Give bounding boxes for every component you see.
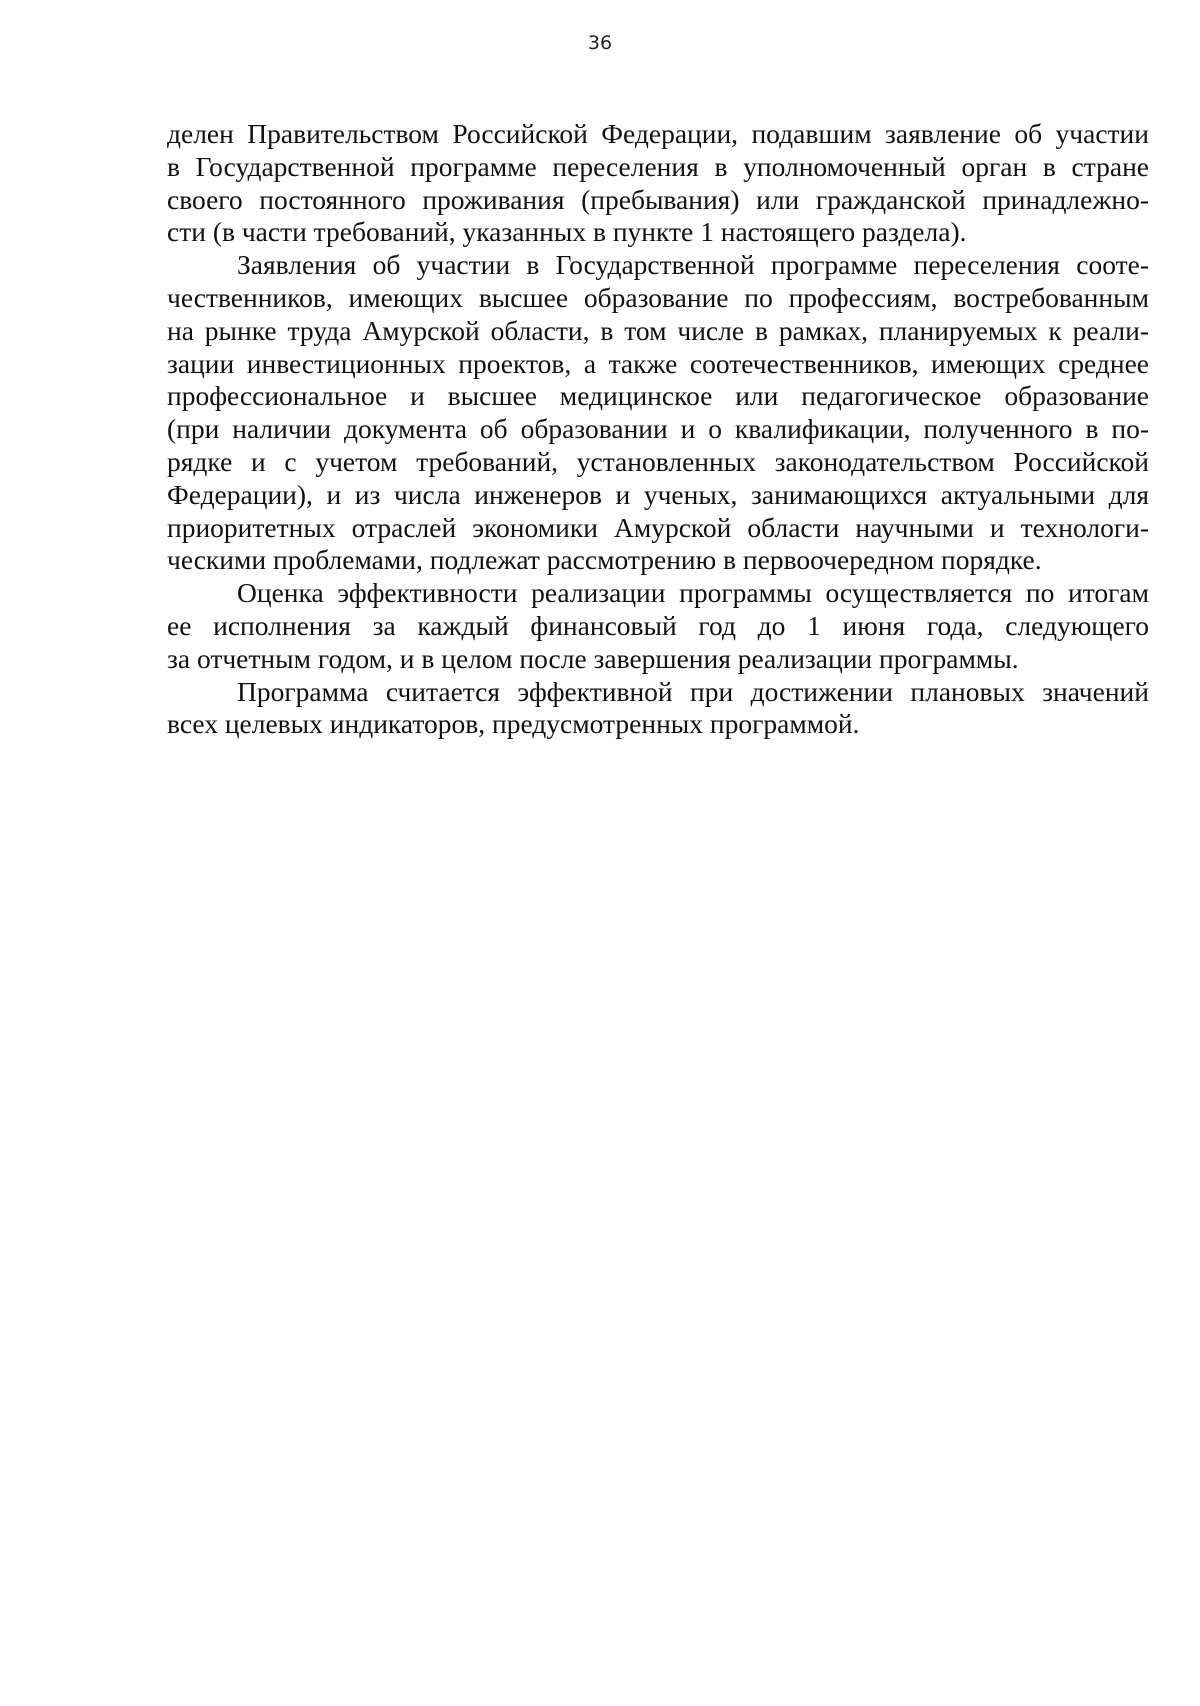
paragraph-3 <box>167 577 1149 675</box>
text-line: сти (в части требований, указанных в пункте 1 настоящего раздела). <box>167 216 967 248</box>
text-line: ческими проблемами, подлежат рассмотрению в первоочередном порядке. <box>167 544 1042 576</box>
paragraph-1 <box>167 118 1149 249</box>
text-line: Федерации), и из числа инженеров и ученых, занимающихся актуальными для <box>167 478 1149 510</box>
text-line: чественников, имеющих высшее образование по профессиям, востребованным <box>167 281 1149 313</box>
text-line: (при наличии документа об образовании и о квалификации, полученного в по- <box>167 413 1149 445</box>
document-body <box>167 118 1149 741</box>
text-line: профессиональное и высшее медицинское или педагогическое образование <box>167 380 1149 412</box>
text-line: своего постоянного проживания (пребывания) или гражданской принадлежно- <box>167 183 1149 215</box>
text-line: в Государственной программе переселения в уполномоченный орган в стране <box>167 150 1149 182</box>
text-line: ее исполнения за каждый финансовый год до 1 июня года, следующего <box>167 609 1149 641</box>
text-line: делен Правительством Российской Федерации, подавшим заявление об участии <box>167 118 1149 149</box>
text-line: Заявления об участии в Государственной программе переселения сооте- <box>237 249 1149 281</box>
text-line: на рынке труда Амурской области, в том числе в рамках, планируемых к реали- <box>167 314 1149 346</box>
text-line: рядке и с учетом требований, установленных законодательством Российской <box>167 445 1149 477</box>
paragraph-4 <box>167 676 1149 742</box>
text-line: Оценка эффективности реализации программы осуществляется по итогам <box>237 577 1149 609</box>
text-line: приоритетных отраслей экономики Амурской области научными и технологи- <box>167 511 1149 543</box>
text-line: всех целевых индикаторов, предусмотренных программой. <box>167 708 860 740</box>
paragraph-2 <box>167 249 1149 577</box>
text-line: Программа считается эффективной при достижении плановых значений <box>237 675 1149 707</box>
text-line: за отчетным годом, и в целом после завершения реализации программы. <box>167 642 1019 674</box>
page-number: 36 <box>587 32 613 54</box>
text-line: зации инвестиционных проектов, а также соотечественников, имеющих среднее <box>167 347 1149 379</box>
